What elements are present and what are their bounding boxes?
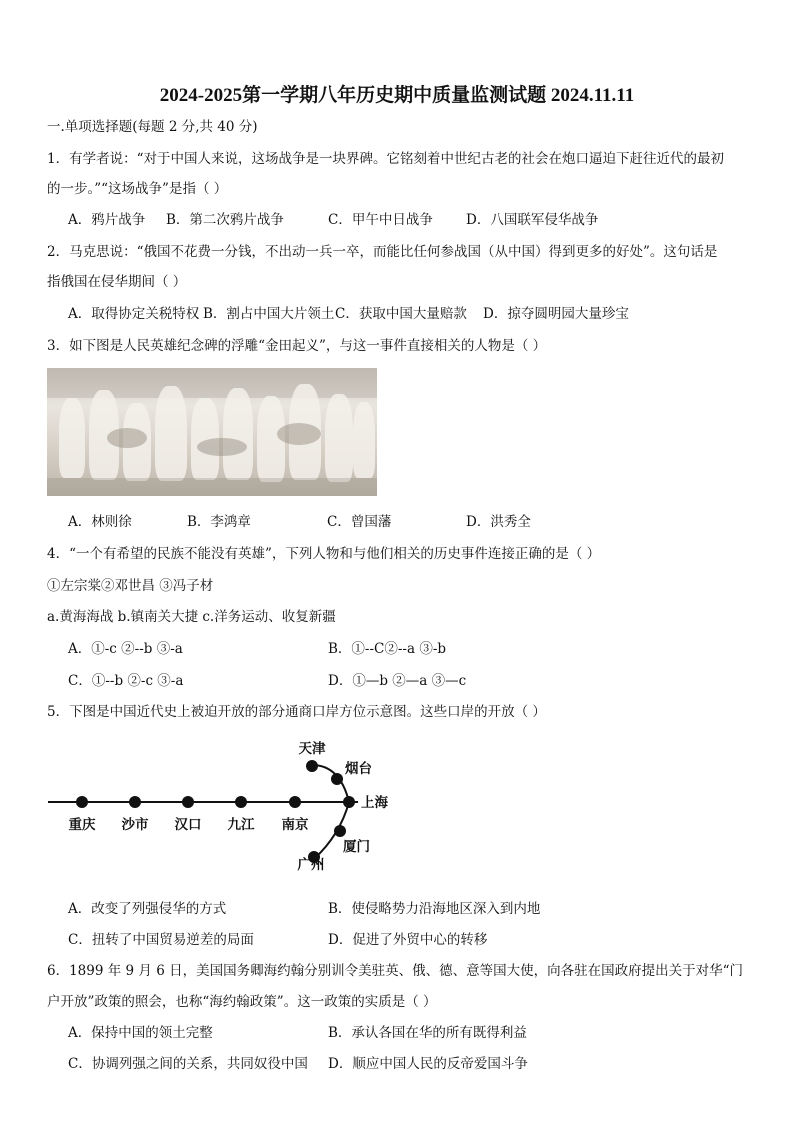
q2-option-a[interactable]: A．取得协定关税特权 [68,306,200,322]
port-label-3: 九江 [227,817,255,832]
q2-stem-line2: 指俄国在侵华期间（ ） [47,274,187,290]
q2-option-d[interactable]: D．掠夺圆明园大量珍宝 [483,306,629,322]
q3-option-b[interactable]: B．李鸿章 [187,514,251,530]
port-dot-0 [76,796,88,808]
coast-port-label-1: 烟台 [345,761,372,776]
port-dot-1 [129,796,141,808]
q6-stem-line1: 6．1899 年 9 月 6 日，美国国务卿海约翰分别训令美驻英、俄、德、意等国大使，向各驻在国政府提出关于对华“门 [47,963,743,979]
q6-stem-line2: 户开放”政策的照会，也称“海约翰政策”。这一政策的实质是（ ） [47,994,437,1010]
q5-option-a[interactable]: A．改变了列强侵华的方式 [68,901,227,917]
q4-people-list: ①左宗棠②邓世昌 ③冯子材 [47,578,214,594]
q1-stem-line1: 1．有学者说：“对于中国人来说，这场战争是一块界碑。它铭刻着中世纪古老的社会在炮口逼迫下赶往近代的最初 [47,151,724,167]
jintian-uprising-relief-image [47,368,377,496]
q1-option-b[interactable]: B．第二次鸦片战争 [166,212,284,228]
q1-option-a[interactable]: A．鸦片战争 [68,212,146,228]
coast-port-label-4: 广州 [297,857,325,872]
q4-events-list: a.黄海海战 b.镇南关大捷 c.洋务运动、收复新疆 [47,609,336,625]
q2-stem-line1: 2．马克思说：“俄国不花费一分钱，不出动一兵一卒，而能比任何参战国（从中国）得到更多的好处”。这句话是 [47,244,718,260]
port-label-4: 南京 [281,817,309,832]
coast-port-label-2: 上海 [361,795,388,810]
coast-port-dot-2 [343,796,355,808]
q1-option-d[interactable]: D．八国联军侵华战争 [466,212,599,228]
q4-option-b[interactable]: B．①--C②--a ③-b [328,641,447,657]
port-dot-2 [182,796,194,808]
q4-stem-line1: 4．“一个有希望的民族不能没有英雄”，下列人物和与他们相关的历史事件连接正确的是（ ） [47,546,601,562]
q4-option-a[interactable]: A．①-c ②--b ③-a [68,641,183,657]
port-dot-3 [235,796,247,808]
coast-port-dot-3 [334,825,346,837]
q5-option-d[interactable]: D．促进了外贸中心的转移 [328,932,488,948]
coast-port-label-0: 天津 [298,741,326,756]
port-label-1: 沙市 [121,817,149,832]
q1-option-c[interactable]: C．甲午中日战争 [328,212,433,228]
q4-option-d[interactable]: D．①—b ②—a ③—c [328,673,467,689]
q6-option-c[interactable]: C．协调列强之间的关系，共同奴役中国 [68,1056,308,1072]
q6-option-a[interactable]: A．保持中国的领土完整 [68,1025,213,1041]
q6-option-b[interactable]: B．承认各国在华的所有既得利益 [328,1025,527,1041]
coast-port-dot-0 [306,760,318,772]
port-dot-4 [289,796,301,808]
q5-stem-line1: 5．下图是中国近代史上被迫开放的部分通商口岸方位示意图。这些口岸的开放（ ） [47,704,546,720]
q5-option-b[interactable]: B．使侵略势力沿海地区深入到内地 [328,901,541,917]
page-title: 2024-2025第一学期八年历史期中质量监测试题 2024.11.11 [159,85,635,106]
treaty-ports-map [40,735,420,875]
q5-option-c[interactable]: C．扭转了中国贸易逆差的局面 [68,932,254,948]
q3-option-c[interactable]: C．曾国藩 [327,514,392,530]
port-label-0: 重庆 [68,817,96,832]
q3-option-d[interactable]: D．洪秀全 [466,514,531,530]
coast-port-dot-1 [331,773,343,785]
section-heading: 一.单项选择题(每题 2 分,共 40 分) [47,119,258,135]
port-label-2: 汉口 [174,817,202,832]
q3-stem-line1: 3．如下图是人民英雄纪念碑的浮雕“金田起义”，与这一事件直接相关的人物是（ ） [47,338,547,354]
q1-stem-line2: 的一步。”“这场战争”是指（ ） [47,181,228,197]
q3-option-a[interactable]: A．林则徐 [68,514,132,530]
q2-option-c[interactable]: C．获取中国大量赔款 [335,306,467,322]
coast-port-label-3: 厦门 [343,839,370,854]
q4-option-c[interactable]: C．①--b ②-c ③-a [68,673,184,689]
q2-option-b[interactable]: B．割占中国大片领土 [203,306,335,322]
q6-option-d[interactable]: D．顺应中国人民的反帝爱国斗争 [328,1056,528,1072]
